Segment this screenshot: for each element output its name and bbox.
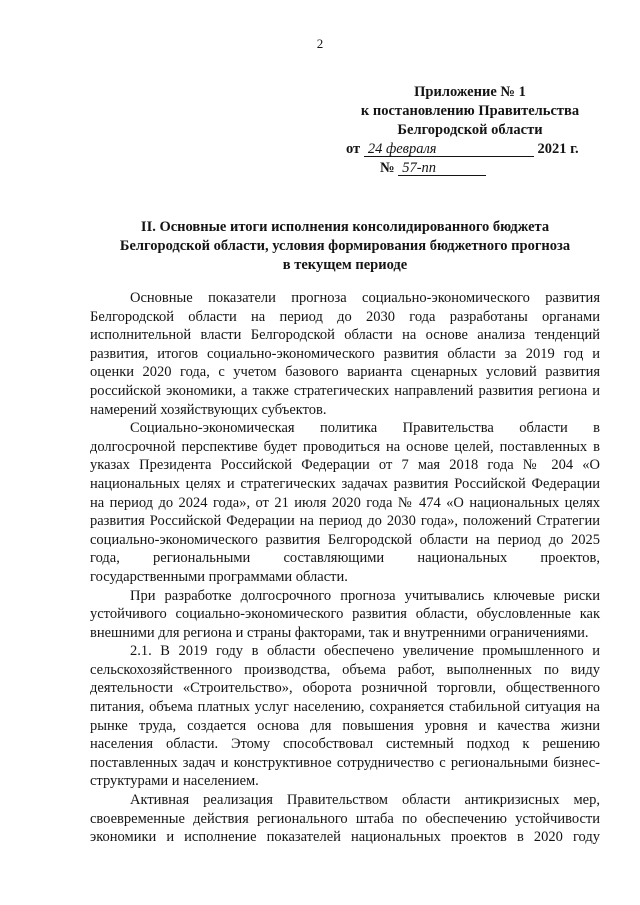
section-title-line-3: в текущем периоде: [282, 257, 408, 273]
section-title: [95, 218, 595, 275]
paragraph: При разработке долгосрочного прогноза учитывались ключевые риски устойчивого социально-экономического развития области, обусловленные как внешними для региона и страны факторами, так и внутренними ограничениями.: [90, 587, 600, 641]
date-prefix: от: [346, 141, 361, 157]
document-body: [90, 289, 600, 847]
section-title-line-2: Белгородской области, условия формирования бюджетного прогноза: [119, 238, 571, 254]
paragraph: Социально-экономическая политика Правительства области в долгосрочной перспективе будет проводиться на основе целей, поставленных в указах Президента Российской Федерации от 7 мая 2018 года № 204 «О национальных целях и стратегических задачах развития Российской Федерации на период до 2024 года», от 21 июля 2020 года № 474 «О национальных целях развития Российской Федерации на период до 2030 года», положений Стратегии социально-экономического развития Белгородской области на период до 2025 года, региональными составляющими национальных проектов, государственными программами области.: [90, 420, 600, 585]
appendix-number-row: [330, 159, 610, 178]
appendix-title: Приложение № 1: [414, 84, 526, 100]
appendix-region-line: Белгородской области: [397, 122, 543, 138]
page-number: 2: [316, 36, 324, 51]
paragraph: Активная реализация Правительством области антикризисных мер, своевременные действия регионального штаба по обеспечению устойчивости экономики и исполнение показателей национальных проектов в 2020 году: [90, 792, 600, 846]
date-suffix: 2021 г.: [537, 141, 579, 157]
appendix-resolution-line: к постановлению Правительства: [360, 103, 580, 119]
number-prefix: №: [380, 160, 395, 176]
section-title-line-1: II. Основные итоги исполнения консолидированного бюджета: [140, 219, 550, 235]
appendix-date-row: [330, 140, 610, 159]
paragraph: Основные показатели прогноза социально-экономического развития Белгородской области на период до 2030 года разработаны органами исполнительной власти Белгородской области на основе анализа тенденций развития, итогов социально-экономического развития области за 2019 год и оценки 2020 года, с учетом базового варианта сценарных условий развития российской экономики, а также стратегических направлений развития региона и намерений хозяйствующих субъектов.: [90, 290, 600, 418]
paragraph: 2.1. В 2019 году в области обеспечено увеличение промышленного и сельскохозяйственного производства, объема работ, выполненных по виду деятельности «Строительство», оборота розничной торговли, общественного питания, объема платных услуг населению, сохраняется стабильной ситуация на рынке труда, создается основа для повышения уровня и качества жизни населения области. Этому способствовал системный подход к решению поставленных задач и конструктивное сотрудничество с региональными бизнес-структурами и населением.: [90, 643, 600, 790]
number-value: 57-пп: [398, 161, 486, 176]
date-value: 24 февраля: [364, 142, 534, 157]
appendix-header: [330, 83, 610, 178]
